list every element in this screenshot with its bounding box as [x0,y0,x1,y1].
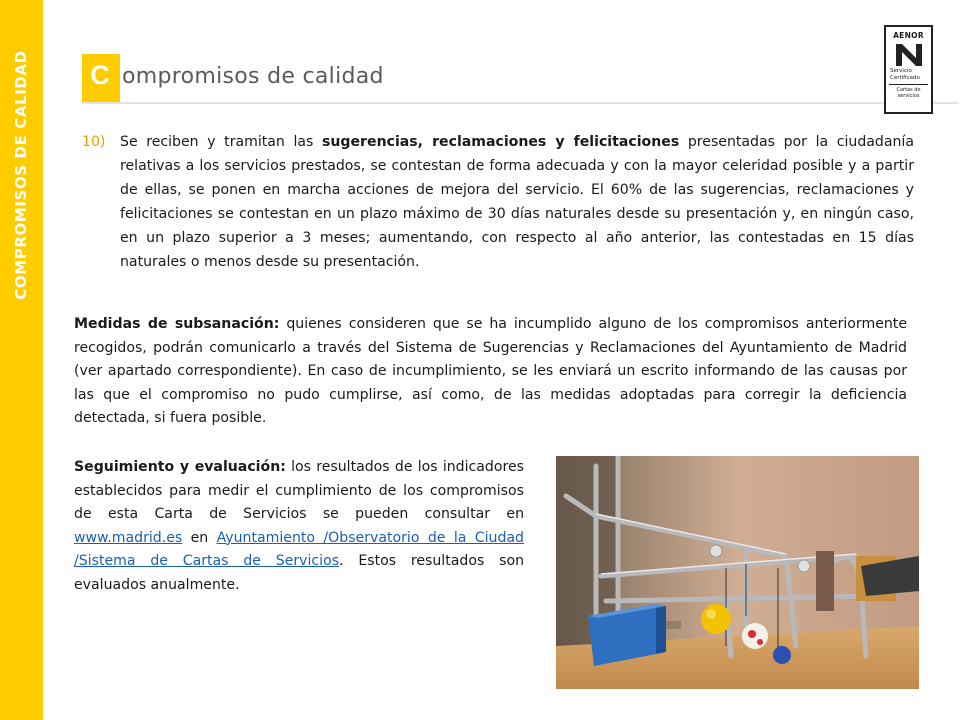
sidebar-band [0,0,43,720]
page-title: ompromisos de calidad [122,64,384,89]
seguimiento-text-mid: en [182,529,217,546]
seguimiento-text-a: los resultados de los indicadores establecidos para medir el cumplimiento de los compromisos de esta Carta de Servicios se pueden consultar en [74,459,524,522]
item-number: 10) [82,134,106,150]
seguimiento-paragraph [74,456,524,597]
aenor-mark-icon [894,42,924,68]
title-underline [82,102,959,104]
therapy-equipment-photo [556,456,919,689]
aenor-logo-name: AENOR [893,31,924,40]
aenor-logo-line3: Cartas de servicios [896,87,921,99]
item-text [120,130,914,274]
item-text-a: Se reciben y tramitan las [120,134,322,150]
observatorio-link[interactable]: Ayuntamiento /Observatorio de la Ciudad /Sistema de Cartas de Servicios [74,529,524,569]
madrid-link[interactable]: www.madrid.es [74,529,183,546]
aenor-logo-line2: Certificado [890,75,920,81]
seguimiento-text-b: . Estos resultados son evaluados anualmente. [74,553,524,593]
aenor-logo-line1: Servicio [890,68,912,74]
title-initial: C [90,60,110,90]
item-text-bold: sugerencias, reclamaciones y felicitaciones [321,134,680,150]
item-text-b: presentadas por la ciudadanía relativas a los servicios prestados, se contestan de forma adecuada y con la mayor celeridad posible y a partir de ellas, se ponen en marcha acciones de mejora del servicio. El 60% de las sugerencias, reclamaciones y felicitaciones se contestan en un plazo máximo de 30 días naturales desde su presentación y, en ningún caso, en un plazo superior a 3 meses; aumentando, con respecto al año anterior, las contestadas en 15 días naturales o menos desde su presentación. [120,134,914,270]
medidas-label: Medidas de subsanación: [74,316,280,332]
aenor-divider [889,84,928,85]
seguimiento-label: Seguimiento y evaluación: [74,459,286,475]
commitment-item-10 [82,130,914,274]
aenor-logo [884,25,933,114]
medidas-text: quienes consideren que se ha incumplido alguno de los compromisos anteriormente recogidos, podrán comunicarlo a través del Sistema de Sugerencias y Reclamaciones del Ayuntamiento de Madrid (ver apartado correspondiente). En caso de incumplimiento, se les enviará un escrito informando de las causas por las que el compromiso no pudo cumplirse, así como, de las medidas adoptadas para corregir la deficiencia detectada, si fuera posible. [74,316,907,426]
medidas-paragraph [74,313,907,431]
title-initial-box [82,54,120,102]
sidebar-title: COMPROMISOS DE CALIDAD [12,50,30,300]
